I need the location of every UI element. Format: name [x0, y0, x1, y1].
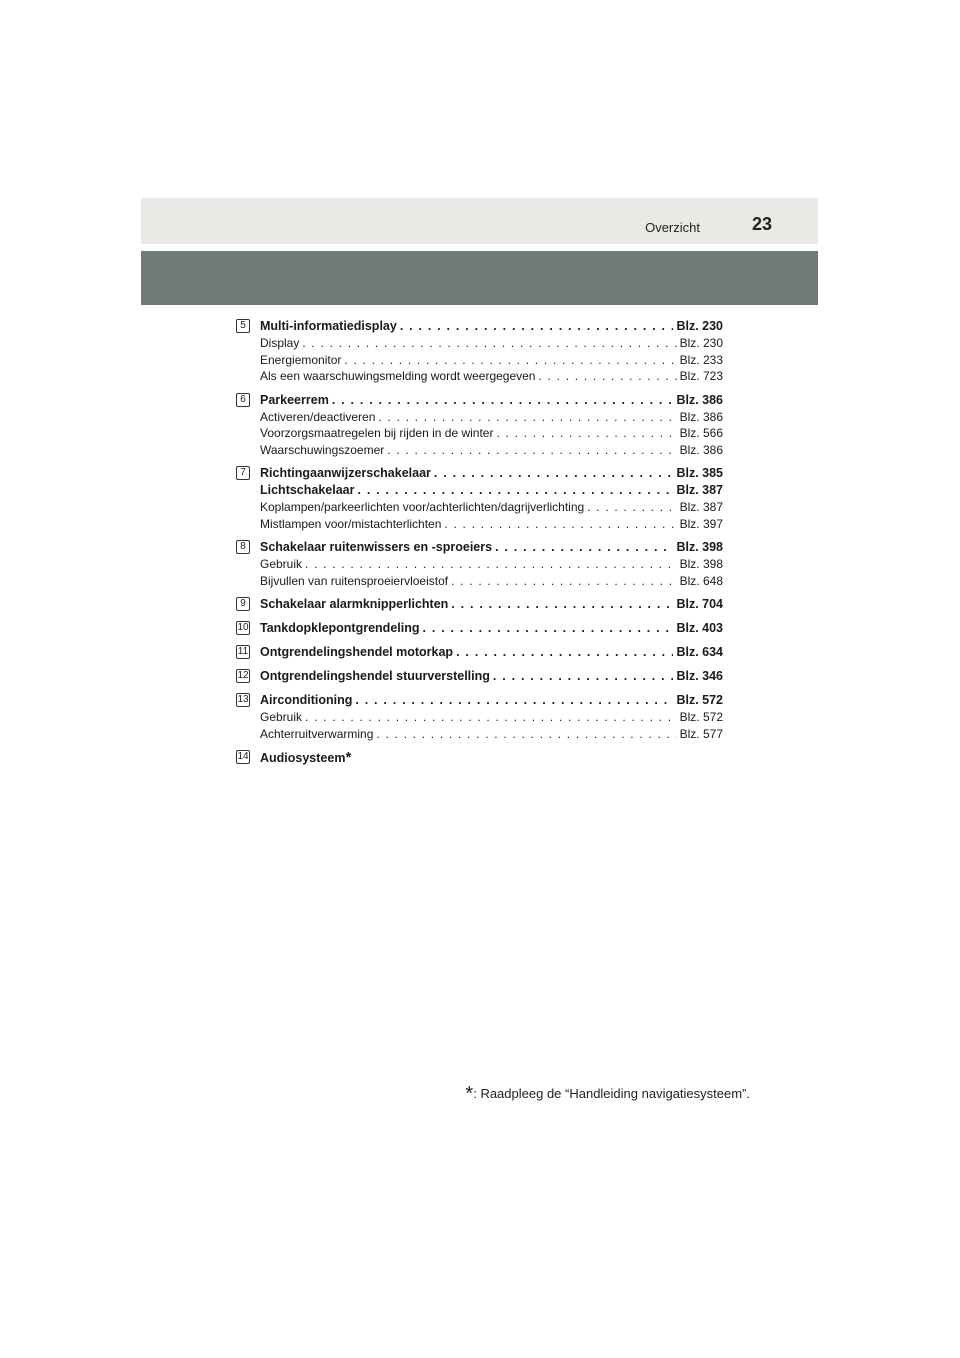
entry-title: Audiosysteem — [260, 751, 346, 765]
dot-leader — [344, 352, 676, 369]
toc-subentry[interactable] — [260, 352, 723, 369]
page-reference: Blz. 387 — [679, 500, 723, 514]
entry-title: Gebruik — [260, 710, 303, 724]
toc-subentry[interactable] — [260, 573, 723, 590]
entry-title: Richtingaanwijzerschakelaar — [260, 466, 431, 480]
dot-leader — [444, 516, 676, 533]
callout-number: 8 — [236, 540, 250, 554]
entry-title: Als een waarschuwingsmelding wordt weergegeven — [260, 369, 536, 383]
toc-entry[interactable] — [260, 539, 723, 556]
page-header — [141, 198, 818, 244]
page-reference: Blz. 346 — [676, 669, 723, 683]
dot-leader — [302, 335, 676, 352]
page-reference: Blz. 386 — [679, 409, 723, 424]
entry-title: Multi-informatiedisplay — [260, 319, 397, 333]
toc-group — [236, 644, 723, 661]
page-reference: Blz. 397 — [679, 516, 723, 531]
toc-group — [236, 596, 723, 613]
entry-title: Ontgrendelingshendel stuurverstelling — [260, 669, 490, 683]
page-reference: Blz. 403 — [676, 621, 723, 635]
toc-group — [236, 539, 723, 589]
dot-leader — [423, 620, 674, 637]
toc-entry[interactable] — [260, 596, 723, 613]
callout-number: 14 — [237, 751, 249, 762]
dot-leader — [456, 644, 673, 661]
footnote-text: : Raadpleeg de “Handleiding navigatiesysteem”. — [473, 1086, 750, 1101]
dot-leader — [355, 692, 673, 709]
toc-group — [236, 318, 723, 385]
table-of-contents — [236, 318, 723, 773]
page-reference: Blz. 704 — [676, 597, 723, 611]
dot-leader — [587, 499, 676, 516]
toc-entry[interactable] — [260, 644, 723, 661]
toc-subentry[interactable] — [260, 516, 723, 533]
toc-group — [236, 692, 723, 742]
page-reference: Blz. 385 — [676, 466, 723, 480]
entry-title: Voorzorgsmaatregelen bij rijden in de winter — [260, 426, 494, 440]
entry-title: Koplampen/parkeerlichten voor/achterlichten/dagrijverlichting — [260, 500, 585, 514]
toc-subentry[interactable] — [260, 335, 723, 352]
toc-entry[interactable] — [260, 692, 723, 709]
entry-title: Display — [260, 336, 300, 350]
dot-leader — [378, 409, 676, 426]
toc-entry[interactable] — [260, 668, 723, 685]
entry-title: Activeren/deactiveren — [260, 409, 376, 424]
dot-leader — [305, 709, 677, 726]
page-reference: Blz. 386 — [679, 442, 723, 457]
callout-number: 5 — [236, 319, 250, 333]
toc-subentry[interactable] — [260, 442, 723, 459]
dot-leader — [332, 392, 674, 409]
callout-number: 6 — [236, 393, 250, 407]
entry-title: Parkeerrem — [260, 392, 329, 407]
entry-title: Bijvullen van ruitensproeiervloeistof — [260, 573, 449, 588]
dot-leader — [434, 465, 674, 482]
page-reference: Blz. 648 — [679, 573, 723, 588]
section-banner — [141, 251, 818, 305]
page-number: 23 — [751, 214, 772, 234]
entry-title: Tankdopklepontgrendeling — [260, 621, 420, 635]
callout-number: 12 — [237, 670, 249, 681]
toc-group — [236, 668, 723, 685]
dot-leader — [358, 482, 674, 499]
dot-leader — [493, 668, 674, 685]
callout-number: 11 — [237, 646, 249, 657]
toc-subentry[interactable] — [260, 556, 723, 573]
toc-entry[interactable] — [260, 318, 723, 335]
toc-entry[interactable] — [260, 620, 723, 637]
entry-title: Achterruitverwarming — [260, 726, 374, 741]
entry-title: Waarschuwingszoemer — [260, 442, 385, 457]
dot-leader — [496, 425, 676, 442]
dot-leader — [387, 442, 676, 459]
toc-subentry[interactable] — [260, 499, 723, 516]
toc-group — [236, 620, 723, 637]
toc-subentry[interactable] — [260, 709, 723, 726]
footnote — [465, 1083, 750, 1106]
dot-leader — [400, 318, 674, 335]
callout-number: 13 — [237, 694, 249, 705]
toc-group — [236, 465, 723, 532]
page-reference: Blz. 398 — [679, 557, 723, 571]
entry-title: Ontgrendelingshendel motorkap — [260, 645, 454, 659]
entry-title: Schakelaar alarmknipperlichten — [260, 597, 449, 611]
toc-subentry[interactable] — [260, 368, 723, 385]
entry-title: Gebruik — [260, 557, 303, 571]
callout-number: 9 — [236, 597, 250, 611]
toc-entry[interactable] — [260, 482, 723, 499]
entry-title: Energiemonitor — [260, 352, 342, 367]
entry-title: Schakelaar ruitenwissers en -sproeiers — [260, 540, 493, 554]
entry-title: Lichtschakelaar — [260, 483, 355, 497]
callout-number: 10 — [237, 622, 249, 633]
callout-number: 7 — [236, 466, 250, 480]
section-title: Overzicht — [645, 220, 700, 235]
dot-leader — [376, 726, 676, 743]
page-reference: Blz. 572 — [676, 693, 723, 707]
toc-subentry[interactable] — [260, 425, 723, 442]
toc-entry[interactable] — [260, 392, 723, 409]
footnote-symbol: * — [465, 1083, 474, 1105]
dot-leader — [495, 539, 673, 556]
entry-title: Airconditioning — [260, 693, 353, 707]
dot-leader — [538, 368, 676, 385]
page-reference: Blz. 723 — [679, 369, 723, 383]
toc-entry[interactable] — [260, 465, 723, 482]
page-reference: Blz. 230 — [679, 336, 723, 350]
entry-title: Mistlampen voor/mistachterlichten — [260, 516, 442, 531]
page-reference: Blz. 572 — [679, 710, 723, 724]
page-reference: Blz. 233 — [679, 352, 723, 367]
toc-subentry[interactable] — [260, 726, 723, 743]
page-reference: Blz. 386 — [676, 392, 723, 407]
page-reference: Blz. 230 — [676, 319, 723, 333]
toc-group — [236, 392, 723, 459]
page-reference: Blz. 634 — [676, 645, 723, 659]
page-reference: Blz. 577 — [679, 726, 723, 741]
page-reference: Blz. 566 — [679, 426, 723, 440]
toc-subentry[interactable] — [260, 409, 723, 426]
dot-leader — [451, 596, 673, 613]
dot-leader — [305, 556, 677, 573]
toc-entry[interactable] — [260, 749, 723, 766]
superscript-marker: * — [345, 749, 352, 766]
page-reference: Blz. 398 — [676, 540, 723, 554]
page-reference: Blz. 387 — [676, 483, 723, 497]
toc-group — [236, 749, 723, 766]
dot-leader — [451, 573, 677, 590]
